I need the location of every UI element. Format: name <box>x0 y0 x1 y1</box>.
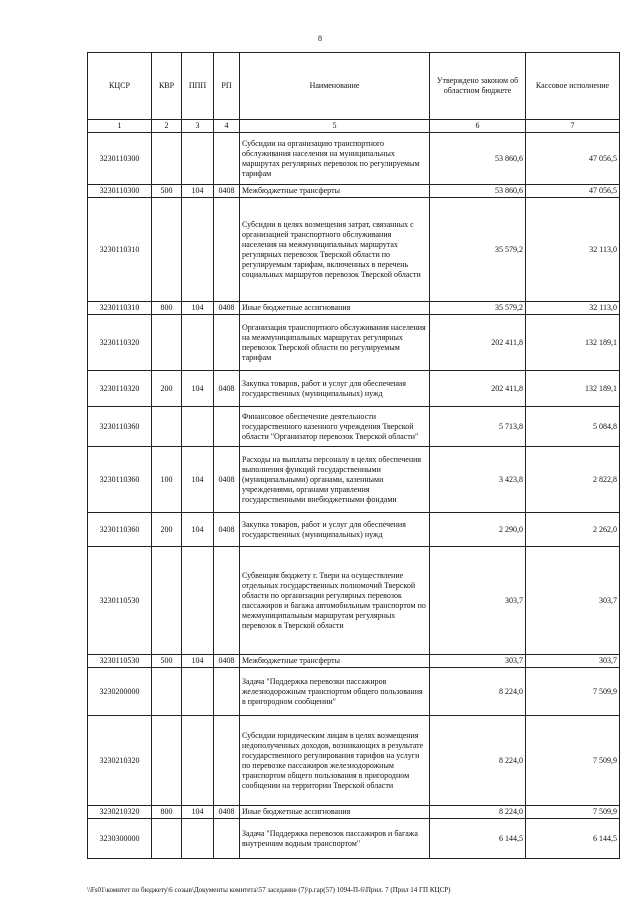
cell-rp <box>214 133 240 185</box>
table-row <box>88 716 620 806</box>
cell-rp <box>214 716 240 806</box>
cell-executed: 32 113,0 <box>526 198 620 302</box>
cell-ppp: 104 <box>182 447 214 513</box>
cell-ppp <box>182 315 214 371</box>
cell-name: Задача "Поддержка перевозки пассажиров железнодорожным транспортом общего пользования в пригородном сообщении" <box>240 668 430 716</box>
budget-table <box>87 52 620 859</box>
cell-rp: 0408 <box>214 655 240 668</box>
header-kcsr: КЦСР <box>88 53 152 120</box>
cell-approved: 303,7 <box>430 547 526 655</box>
cell-ppp: 104 <box>182 371 214 407</box>
cell-name: Субсидии в целях возмещения затрат, связанных с организацией транспортного обслуживания населения на межмуниципальных маршрутах регулярных перевозок Тверской области по регулируемым тарифам, включенных в перечень социальных маршрутов перевозок Тверской области <box>240 198 430 302</box>
cell-executed: 303,7 <box>526 547 620 655</box>
table-row <box>88 447 620 513</box>
cell-approved: 53 860,6 <box>430 133 526 185</box>
cell-name: Субсидии на организацию транспортного обслуживания населения на муниципальных маршрутах регулярных перевозок по регулируемым тарифам <box>240 133 430 185</box>
cell-kvr: 200 <box>152 371 182 407</box>
cell-executed: 7 509,9 <box>526 716 620 806</box>
cell-approved: 8 224,0 <box>430 716 526 806</box>
cell-executed: 6 144,5 <box>526 819 620 859</box>
cell-executed: 47 056,5 <box>526 185 620 198</box>
table-row <box>88 668 620 716</box>
cell-ppp <box>182 668 214 716</box>
cell-rp <box>214 668 240 716</box>
cell-rp: 0408 <box>214 447 240 513</box>
cell-executed: 5 084,8 <box>526 407 620 447</box>
cell-kcsr: 3230110320 <box>88 371 152 407</box>
column-number: 5 <box>240 120 430 133</box>
cell-kvr <box>152 547 182 655</box>
cell-ppp <box>182 819 214 859</box>
cell-kcsr: 3230110360 <box>88 513 152 547</box>
table-body <box>88 133 620 859</box>
cell-kcsr: 3230110310 <box>88 198 152 302</box>
cell-name: Закупка товаров, работ и услуг для обеспечения государственных (муниципальных) нужд <box>240 513 430 547</box>
cell-rp: 0408 <box>214 185 240 198</box>
cell-executed: 132 189,1 <box>526 315 620 371</box>
cell-rp: 0408 <box>214 513 240 547</box>
cell-kvr: 100 <box>152 447 182 513</box>
cell-ppp: 104 <box>182 655 214 668</box>
cell-ppp <box>182 133 214 185</box>
cell-kcsr: 3230110300 <box>88 185 152 198</box>
column-number: 4 <box>214 120 240 133</box>
page-number: 8 <box>318 34 322 43</box>
header-name: Наименование <box>240 53 430 120</box>
cell-ppp: 104 <box>182 185 214 198</box>
cell-kcsr: 3230210320 <box>88 716 152 806</box>
cell-kvr: 800 <box>152 302 182 315</box>
cell-name: Субсидии юридическим лицам в целях возмещения недополученных доходов, возникающих в результате государственного регулирования тарифов на услуги по перевозке пассажиров железнодорожным транспортом общего пользования в пригородном сообщении на территории Тверской области <box>240 716 430 806</box>
cell-kvr <box>152 198 182 302</box>
cell-kcsr: 3230110530 <box>88 547 152 655</box>
cell-approved: 2 290,0 <box>430 513 526 547</box>
table-row <box>88 302 620 315</box>
cell-rp: 0408 <box>214 806 240 819</box>
column-number: 2 <box>152 120 182 133</box>
cell-executed: 47 056,5 <box>526 133 620 185</box>
cell-ppp <box>182 716 214 806</box>
table-row <box>88 806 620 819</box>
table-row <box>88 407 620 447</box>
table-header-row <box>88 53 620 120</box>
cell-name: Межбюджетные трансферты <box>240 655 430 668</box>
cell-kvr <box>152 716 182 806</box>
table-row <box>88 185 620 198</box>
cell-kcsr: 3230110360 <box>88 447 152 513</box>
cell-executed: 303,7 <box>526 655 620 668</box>
cell-kvr <box>152 819 182 859</box>
cell-rp <box>214 407 240 447</box>
cell-rp <box>214 315 240 371</box>
header-ppp: ППП <box>182 53 214 120</box>
cell-ppp <box>182 547 214 655</box>
cell-kvr: 800 <box>152 806 182 819</box>
cell-ppp: 104 <box>182 806 214 819</box>
column-number: 3 <box>182 120 214 133</box>
cell-kcsr: 3230110320 <box>88 315 152 371</box>
table-row <box>88 655 620 668</box>
table-row <box>88 819 620 859</box>
cell-executed: 132 189,1 <box>526 371 620 407</box>
cell-kcsr: 3230110310 <box>88 302 152 315</box>
cell-approved: 202 411,8 <box>430 315 526 371</box>
column-number: 1 <box>88 120 152 133</box>
cell-approved: 3 423,8 <box>430 447 526 513</box>
table-row <box>88 371 620 407</box>
cell-kvr <box>152 407 182 447</box>
cell-rp: 0408 <box>214 371 240 407</box>
cell-ppp: 104 <box>182 302 214 315</box>
column-number: 6 <box>430 120 526 133</box>
cell-executed: 2 822,8 <box>526 447 620 513</box>
column-number-row <box>88 120 620 133</box>
cell-rp <box>214 547 240 655</box>
cell-name: Финансовое обеспечение деятельности государственного казенного учреждения Тверской области "Организатор перевозок Тверской области" <box>240 407 430 447</box>
table-row <box>88 198 620 302</box>
cell-approved: 6 144,5 <box>430 819 526 859</box>
cell-name: Субвенция бюджету г. Твери на осуществление отдельных государственных полномочий Тверской области по организации регулярных перевозок пассажиров и багажа автомобильным транспортом по межмуниципальным маршрутам регулярных перевозок в Тверской области <box>240 547 430 655</box>
header-rp: РП <box>214 53 240 120</box>
cell-name: Иные бюджетные ассигнования <box>240 302 430 315</box>
cell-rp <box>214 198 240 302</box>
cell-executed: 7 509,9 <box>526 806 620 819</box>
cell-approved: 53 860,6 <box>430 185 526 198</box>
cell-kcsr: 3230110530 <box>88 655 152 668</box>
header-executed: Кассовое исполнение <box>526 53 620 120</box>
header-kvr: КВР <box>152 53 182 120</box>
cell-name: Межбюджетные трансферты <box>240 185 430 198</box>
cell-kvr <box>152 315 182 371</box>
cell-kvr: 500 <box>152 185 182 198</box>
cell-ppp <box>182 407 214 447</box>
cell-kvr: 200 <box>152 513 182 547</box>
cell-approved: 8 224,0 <box>430 668 526 716</box>
cell-name: Задача "Поддержка перевозок пассажиров и багажа внутренним водным транспортом" <box>240 819 430 859</box>
cell-approved: 303,7 <box>430 655 526 668</box>
cell-name: Иные бюджетные ассигнования <box>240 806 430 819</box>
cell-kvr <box>152 668 182 716</box>
cell-kcsr: 3230110300 <box>88 133 152 185</box>
cell-kcsr: 3230300000 <box>88 819 152 859</box>
cell-name: Закупка товаров, работ и услуг для обеспечения государственных (муниципальных) нужд <box>240 371 430 407</box>
cell-kvr: 500 <box>152 655 182 668</box>
cell-ppp: 104 <box>182 513 214 547</box>
cell-name: Расходы на выплаты персоналу в целях обеспечения выполнения функций государственными (муниципальными) органами, казенными учреждениями, органами управления государственными внебюджетными фондами <box>240 447 430 513</box>
cell-ppp <box>182 198 214 302</box>
cell-name: Организация транспортного обслуживания населения на межмуниципальных маршрутах регулярных перевозок Тверской области по регулируемым тарифам <box>240 315 430 371</box>
cell-approved: 35 579,2 <box>430 302 526 315</box>
cell-executed: 32 113,0 <box>526 302 620 315</box>
cell-approved: 5 713,8 <box>430 407 526 447</box>
cell-approved: 202 411,8 <box>430 371 526 407</box>
cell-rp <box>214 819 240 859</box>
cell-approved: 8 224,0 <box>430 806 526 819</box>
cell-executed: 7 509,9 <box>526 668 620 716</box>
cell-kcsr: 3230110360 <box>88 407 152 447</box>
header-approved: Утверждено законом об областном бюджете <box>430 53 526 120</box>
cell-kcsr: 3230200000 <box>88 668 152 716</box>
column-number: 7 <box>526 120 620 133</box>
cell-kcsr: 3230210320 <box>88 806 152 819</box>
table-row <box>88 513 620 547</box>
cell-executed: 2 262,0 <box>526 513 620 547</box>
footer-path: \\Fs01\комитет по бюджету\6 созыв\Документы комитета\57 заседание (7)\р.гар(57) 1094-П-6\Прил. 7 (Прил 14 ГП КЦСР) <box>87 886 451 894</box>
cell-kvr <box>152 133 182 185</box>
cell-approved: 35 579,2 <box>430 198 526 302</box>
cell-rp: 0408 <box>214 302 240 315</box>
table-row <box>88 547 620 655</box>
table-row <box>88 315 620 371</box>
table-row <box>88 133 620 185</box>
